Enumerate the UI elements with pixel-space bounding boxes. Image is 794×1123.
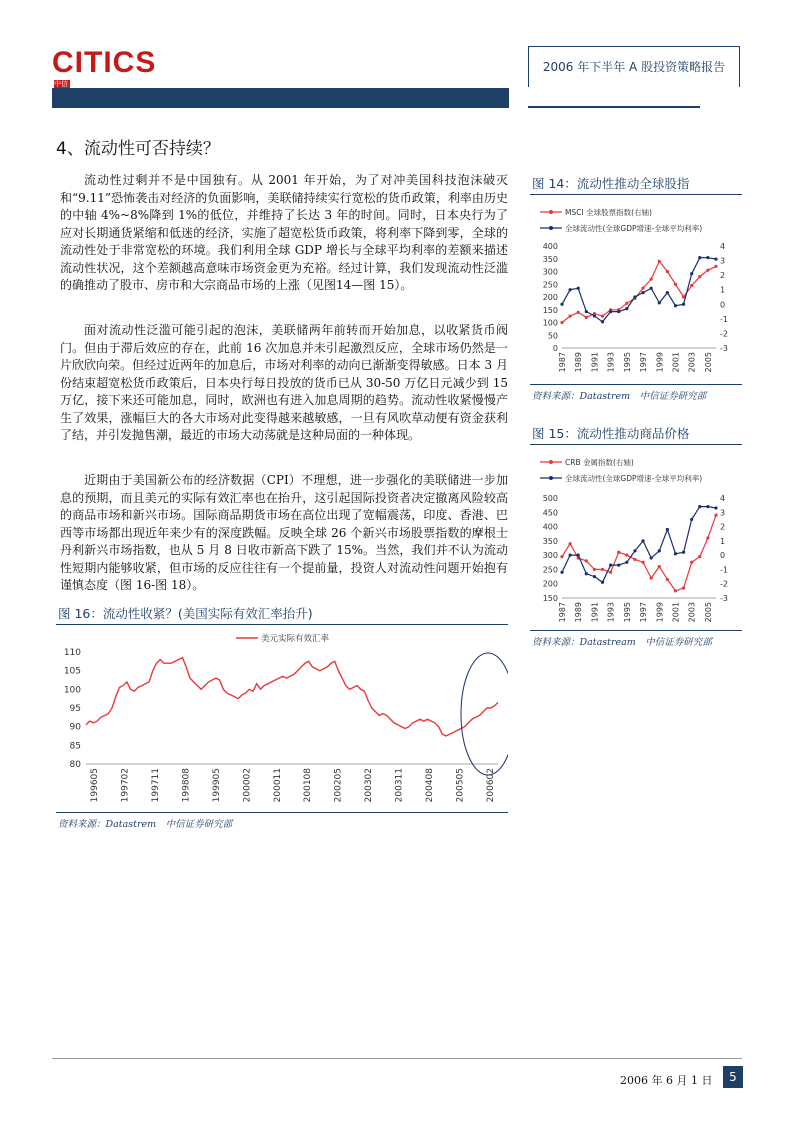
y-right-tick-label: -2 xyxy=(720,329,728,339)
logo-cn: 中信 xyxy=(54,80,70,96)
data-point xyxy=(560,555,563,558)
data-point xyxy=(682,303,685,306)
x-tick-label: 2003 xyxy=(687,352,697,373)
fig14-title: 图 14：流动性推动全球股指 xyxy=(532,176,690,191)
x-tick-label: 1987 xyxy=(558,352,567,373)
y-right-tick-label: -3 xyxy=(720,594,728,603)
series-line xyxy=(562,515,716,591)
y-left-tick-label: 150 xyxy=(542,305,558,315)
y-right-tick-label: 4 xyxy=(720,494,726,503)
data-point xyxy=(560,321,563,324)
y-left-tick-label: 0 xyxy=(552,344,558,353)
fig16-rule xyxy=(56,624,508,625)
header-bar xyxy=(52,88,509,108)
data-point xyxy=(625,302,628,305)
data-point xyxy=(690,561,693,564)
data-point xyxy=(706,505,709,508)
y-left-tick-label: 300 xyxy=(542,267,558,277)
x-tick-label: 1997 xyxy=(639,602,649,623)
x-tick-label: 200205 xyxy=(333,768,344,803)
data-point xyxy=(625,307,628,310)
fig14-source: 资料来源：Datastrem 中信证券研究部 xyxy=(532,391,707,402)
y-left-tick-label: 500 xyxy=(542,494,558,503)
x-tick-label: 200505 xyxy=(455,768,466,803)
data-point xyxy=(658,301,661,304)
legend-label: 全球流动性(全球GDP增速-全球平均利率) xyxy=(565,474,703,483)
fig16-title: 图 16：流动性收紧？(美国实际有效汇率抬升) xyxy=(58,606,313,621)
y-right-tick-label: 2 xyxy=(720,522,726,532)
data-point xyxy=(658,549,661,552)
y-right-tick-label: 3 xyxy=(720,256,726,266)
data-point xyxy=(609,564,612,567)
x-tick-label: 1989 xyxy=(574,352,584,373)
data-point xyxy=(682,551,685,554)
data-point xyxy=(666,291,669,294)
series-line xyxy=(86,658,498,736)
fig15-title: 图 15：流动性推动商品价格 xyxy=(532,426,690,441)
data-point xyxy=(593,568,596,571)
y-right-tick-label: 3 xyxy=(720,508,726,518)
x-tick-label: 2001 xyxy=(671,352,681,373)
x-tick-label: 1999 xyxy=(655,352,665,373)
data-point xyxy=(617,551,620,554)
legend-label: MSCI 全球股票指数(右轴) xyxy=(565,208,652,217)
data-point xyxy=(706,256,709,259)
data-point xyxy=(633,295,636,298)
x-tick-label: 200011 xyxy=(272,768,283,803)
data-point xyxy=(560,303,563,306)
paragraph-1: 流动性过剩并不是中国独有。从 2001 年开始，为了对冲美国科技泡沫破灭和“9.11”恐怖袭击对经济的负面影响，美联储持续实行宽松的货币政策，利率由历史的中轴 4%~8%降到 1%的低位，并维持了长达 3 年的时间。同时，日本央行为了应对长期通货紧缩和低迷的经济，实施了超宽松货币政策，将利率下降到零，全球的流动性处于非常宽松的环境。我们利用全球 GDP 增长与全球平均利率的差额来描述流动性状况，这个差额越高意味市场资金更为充裕。经过计算，我们发现流动性泛滥的确推动了股市、房市和大宗商品市场的上涨（见图14—图 15）。 xyxy=(60,173,508,292)
data-point xyxy=(674,283,677,286)
data-point xyxy=(674,304,677,307)
data-point xyxy=(577,554,580,557)
data-point xyxy=(585,316,588,319)
data-point xyxy=(601,320,604,323)
y-right-tick-label: 1 xyxy=(720,536,726,546)
data-point xyxy=(593,314,596,317)
fig15-rule xyxy=(530,444,742,445)
data-point xyxy=(569,554,572,557)
x-tick-label: 2001 xyxy=(671,602,681,623)
data-point xyxy=(658,565,661,568)
y-right-tick-label: -3 xyxy=(720,344,728,353)
y-right-tick-label: 0 xyxy=(720,300,726,310)
data-point xyxy=(569,315,572,318)
legend-label: 全球流动性(全球GDP增速-全球平均利率) xyxy=(565,224,703,233)
x-tick-label: 200311 xyxy=(394,768,405,803)
data-point xyxy=(706,269,709,272)
data-point xyxy=(617,564,620,567)
data-point xyxy=(601,315,604,318)
data-point xyxy=(714,514,717,517)
data-point xyxy=(633,549,636,552)
data-point xyxy=(609,310,612,313)
x-tick-label: 1991 xyxy=(590,352,600,373)
y-left-tick-label: 350 xyxy=(542,536,558,546)
data-point xyxy=(650,556,653,559)
data-point xyxy=(625,561,628,564)
y-tick-label: 100 xyxy=(63,685,81,696)
legend-marker xyxy=(549,476,553,480)
data-point xyxy=(569,288,572,291)
data-point xyxy=(698,256,701,259)
legend-marker xyxy=(549,460,553,464)
data-point xyxy=(674,589,677,592)
y-left-tick-label: 350 xyxy=(542,254,558,264)
data-point xyxy=(577,311,580,314)
data-point xyxy=(698,555,701,558)
data-point xyxy=(641,286,644,289)
x-tick-label: 199808 xyxy=(181,768,192,803)
fig14-rule xyxy=(530,194,742,195)
x-tick-label: 200108 xyxy=(303,768,314,803)
y-tick-label: 110 xyxy=(63,648,81,658)
x-tick-label: 1991 xyxy=(590,602,600,623)
data-point xyxy=(609,571,612,574)
x-tick-label: 2005 xyxy=(703,352,713,373)
x-tick-label: 1999 xyxy=(655,602,665,623)
data-point xyxy=(650,278,653,281)
data-point xyxy=(617,310,620,313)
data-point xyxy=(593,575,596,578)
data-point xyxy=(625,554,628,557)
y-left-tick-label: 150 xyxy=(542,594,558,603)
fig15-source: 资料来源：Datastream 中信证券研究部 xyxy=(532,637,712,648)
data-point xyxy=(560,571,563,574)
x-tick-label: 200408 xyxy=(425,768,436,803)
paragraph-3: 近期由于美国新公布的经济数据（CPI）不理想，进一步强化的美联储进一步加息的预期，而且美元的实际有效汇率也在抬升，这引起国际投资者决定撤离风险较高的商品市场和新兴市场。国际商品期货市场在高位出现了宽幅震荡，印度、香港、巴西等市场都出现近年来少有的深度跌幅。反映全球 26 个新兴市场股票指数的摩根士丹利新兴市场指数，也从 5 月 8 日收市新高下跌了 15%。当然，我们并不认为流动性短期内能够收紧，但市场的反应往往有一个提前量，投资人对流动性问题开始抱有谨慎态度（图 16-图 18）。 xyxy=(60,473,508,592)
data-point xyxy=(690,284,693,287)
data-point xyxy=(706,536,709,539)
data-point xyxy=(641,539,644,542)
data-point xyxy=(633,558,636,561)
data-point xyxy=(650,287,653,290)
y-left-tick-label: 300 xyxy=(542,551,558,561)
y-right-tick-label: 0 xyxy=(720,551,726,561)
x-tick-label: 1989 xyxy=(574,602,584,623)
x-tick-label: 199605 xyxy=(90,768,100,803)
fig14-rule-bottom xyxy=(530,384,742,385)
data-point xyxy=(666,270,669,273)
data-point xyxy=(585,559,588,562)
y-right-tick-label: 1 xyxy=(720,285,726,295)
y-left-tick-label: 100 xyxy=(542,318,558,328)
y-right-tick-label: -1 xyxy=(720,314,728,324)
x-tick-label: 200002 xyxy=(242,768,253,803)
data-point xyxy=(641,561,644,564)
data-point xyxy=(682,586,685,589)
citics-logo xyxy=(52,46,172,86)
x-tick-label: 199702 xyxy=(120,768,131,803)
data-point xyxy=(698,505,701,508)
fig15-chart xyxy=(530,448,742,630)
data-point xyxy=(641,291,644,294)
x-tick-label: 200302 xyxy=(364,768,375,803)
x-tick-label: 199905 xyxy=(211,768,222,803)
data-point xyxy=(666,578,669,581)
data-point xyxy=(666,528,669,531)
y-left-tick-label: 250 xyxy=(542,280,558,290)
y-tick-label: 80 xyxy=(69,760,81,770)
y-tick-label: 105 xyxy=(63,666,81,677)
data-point xyxy=(690,272,693,275)
data-point xyxy=(577,287,580,290)
data-point xyxy=(601,581,604,584)
x-tick-label: 2005 xyxy=(703,602,713,623)
y-left-tick-label: 50 xyxy=(547,331,558,341)
header-underline xyxy=(528,106,700,108)
x-tick-label: 200602 xyxy=(486,768,496,803)
legend-label: CRB 金属指数(右轴) xyxy=(565,458,634,467)
data-point xyxy=(601,568,604,571)
y-left-tick-label: 200 xyxy=(542,293,558,302)
x-tick-label: 2003 xyxy=(687,602,697,623)
legend-marker xyxy=(549,210,553,214)
fig15-rule-bottom xyxy=(530,630,742,631)
data-point xyxy=(585,310,588,313)
y-right-tick-label: -2 xyxy=(720,579,728,589)
y-tick-label: 95 xyxy=(69,704,81,714)
y-left-tick-label: 200 xyxy=(542,579,558,589)
y-right-tick-label: 4 xyxy=(720,242,726,251)
y-left-tick-label: 250 xyxy=(542,565,558,575)
section-title: 4、流动性可否持续？ xyxy=(56,139,220,159)
data-point xyxy=(585,572,588,575)
footer-date: 2006 年 6 月 1 日 xyxy=(620,1074,713,1087)
page-number: 5 xyxy=(723,1066,743,1088)
x-tick-label: 1995 xyxy=(622,352,632,373)
data-point xyxy=(714,265,717,268)
data-point xyxy=(569,542,572,545)
y-right-tick-label: 2 xyxy=(720,271,726,281)
logo-text: CITICS xyxy=(52,46,157,79)
data-point xyxy=(690,518,693,521)
x-tick-label: 1993 xyxy=(606,352,616,373)
data-point xyxy=(658,260,661,263)
highlight-ellipse xyxy=(461,653,508,775)
y-left-tick-label: 450 xyxy=(542,508,558,518)
report-title: 2006 年下半年 A 股投资策略报告 xyxy=(528,46,740,87)
x-tick-label: 199711 xyxy=(150,768,161,803)
data-point xyxy=(650,576,653,579)
fig16-rule-bottom xyxy=(56,812,508,813)
y-tick-label: 85 xyxy=(69,741,81,752)
legend-label: 美元实际有效汇率 xyxy=(261,634,330,644)
y-tick-label: 90 xyxy=(69,722,81,733)
data-point xyxy=(674,552,677,555)
legend-marker xyxy=(549,226,553,230)
x-tick-label: 1995 xyxy=(622,602,632,623)
data-point xyxy=(698,275,701,278)
footer-line xyxy=(52,1058,742,1059)
y-right-tick-label: -1 xyxy=(720,565,728,575)
y-left-tick-label: 400 xyxy=(542,522,558,532)
paragraph-2: 面对流动性泛滥可能引起的泡沫，美联储两年前转而开始加息，以收紧货币阀门。但由于滞后效应的存在，此前 16 次加息并未引起激烈反应，全球市场仍然是一片欣欣向荣。但经过近两年的加息后，市场对利率的动向已渐渐变得敏感。日本 3 月份结束超宽松货币政策后，日本央行每日投放的货币已从 30-50 万亿日元减少到 15 万亿，接下来还可能加息，同时，欧洲也有进入加息周期的趋势。流动性收紧慢慢产生了效果，涨幅巨大的各大市场对此变得越来越敏感，一旦有风吹草动便有资金获利了结，并引发抛售潮，最近的市场大动荡就是这种局面的一种体现。 xyxy=(60,323,508,442)
fig16-source: 资料来源：Datastrem 中信证券研究部 xyxy=(58,819,233,830)
fig14-chart xyxy=(530,198,742,384)
data-point xyxy=(714,258,717,261)
x-tick-label: 1987 xyxy=(558,602,567,623)
series-line xyxy=(562,507,716,583)
x-tick-label: 1993 xyxy=(606,602,616,623)
x-tick-label: 1997 xyxy=(639,352,649,373)
fig16-chart xyxy=(56,628,508,812)
y-left-tick-label: 400 xyxy=(542,242,558,251)
data-point xyxy=(714,506,717,509)
